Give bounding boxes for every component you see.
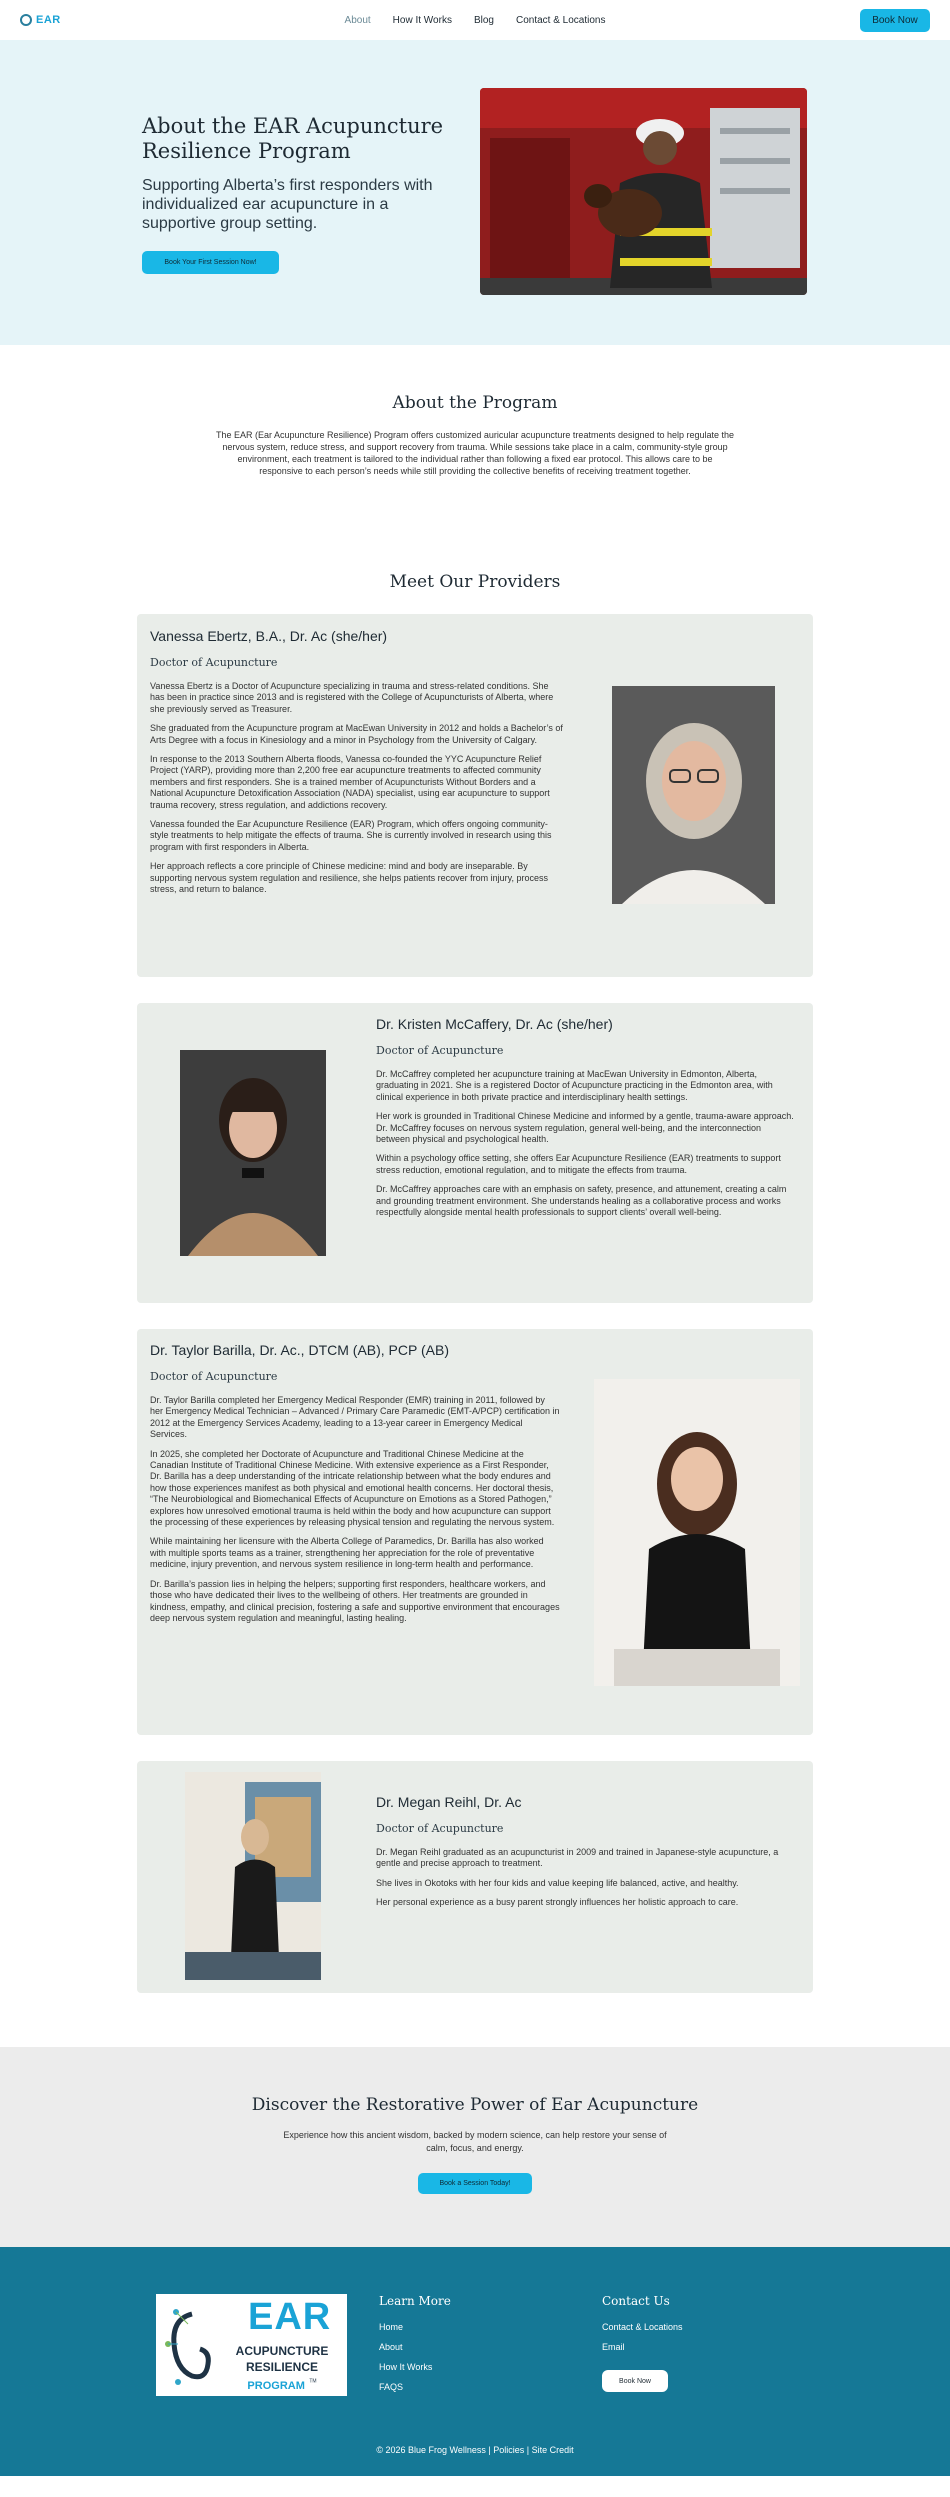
footer-link-about[interactable]: About — [379, 2342, 403, 2352]
provider-role: Doctor of Acupuncture — [150, 656, 278, 669]
bio-paragraph: Dr. McCaffrey completed her acupuncture training at MacEwan University in Edmonton, Alberta, graduating in 2021. She is a registered Doctor of Acupuncture practicing in the Edmonton area, with clinical experience in both private practice and interdisciplinary health settings. — [376, 1069, 773, 1102]
provider-photo-megan — [185, 1772, 321, 1980]
footer-link-home[interactable]: Home — [379, 2322, 404, 2332]
footer-learn-title: Learn More — [379, 2294, 451, 2308]
bio-paragraph: While maintaining her licensure with the Alberta College of Paramedics, Dr. Barilla has also worked with multiple sports teams as a trainer, strengthening her appreciation for the role of preventative medicine, injury prevention, and nervous system resilience in long-term health and performance. — [150, 1536, 544, 1570]
footer-link-email[interactable]: Email — [602, 2342, 625, 2352]
footer-logo-line3-wrap — [220, 2376, 344, 2394]
bio-paragraph: Her personal experience as a busy parent strongly influences her holistic approach to care. — [376, 1897, 739, 1908]
provider-name: Dr. Kristen McCaffery, Dr. Ac (she/her) — [376, 1016, 613, 1032]
footer-contact-title: Contact Us — [602, 2294, 670, 2308]
provider-role: Doctor of Acupuncture — [376, 1044, 504, 1057]
discover-book-session-button[interactable]: Book a Session Today! — [418, 2173, 532, 2194]
about-program-section — [0, 345, 950, 535]
providers-title: Meet Our Providers — [389, 572, 561, 592]
footer-copyright: © 2026 Blue Frog Wellness | Policies | Site Credit — [376, 2445, 574, 2455]
site-logo[interactable] — [20, 14, 90, 26]
footer-logo-line1: ACUPUNCTURE — [235, 2344, 329, 2358]
provider-photo-kristen — [180, 1050, 326, 1256]
provider-card — [137, 1003, 813, 1303]
provider-name: Dr. Taylor Barilla, Dr. Ac., DTCM (AB), PCP (AB) — [150, 1342, 449, 1358]
hero-text — [142, 114, 462, 274]
provider-role: Doctor of Acupuncture — [150, 1370, 278, 1383]
footer-logo-line3: PROGRAM — [247, 2380, 305, 2392]
provider-photo-taylor — [594, 1379, 800, 1686]
footer-link-faqs[interactable]: FAQS — [379, 2382, 404, 2392]
providers-section — [0, 572, 950, 1993]
footer-learn-more — [379, 2294, 451, 2392]
footer-link-how-it-works[interactable]: How It Works — [379, 2362, 433, 2372]
footer-logo[interactable] — [156, 2294, 347, 2396]
bio-paragraph: In response to the 2013 Southern Alberta floods, Vanessa co-founded the YYC Acupuncture Relief Project (YARP), providing more than 2,200 free ear acupuncture treatments to affected community members and first responders. She is a trained member of Acupuncturists Without Borders and a National Acupuncture Detoxification Association (NADA) specialist, using ear acupuncture to support trauma recovery, stress regulation, and addictions recovery. — [150, 754, 550, 810]
hero-section — [0, 40, 950, 345]
bio-paragraph: Dr. Taylor Barilla completed her Emergency Medical Responder (EMR) training in 2011, followed by her Emergency Medical Technician – Advanced / Primary Care Paramedic (EMT-A/PCP) certification in 2012 at the Emergency Services Academy, leading to a 13-year career in Emergency Medical Services. — [150, 1395, 560, 1440]
footer-link-contact-locations[interactable]: Contact & Locations — [602, 2322, 683, 2332]
bio-paragraph: Dr. McCaffrey approaches care with an emphasis on safety, presence, and attunement, creating a calm and grounding treatment environment. She understands healing as a collaborative process and works respectfully alongside mental health professionals to support clients’ overall well-being. — [376, 1184, 787, 1218]
header-book-now-button[interactable]: Book Now — [860, 9, 930, 32]
bio-paragraph: In 2025, she completed her Doctorate of Acupuncture and Traditional Chinese Medicine at the Canadian Institute of Traditional Chinese Medicine. With extensive experience as a First Responder, Dr. Barilla has a deep understanding of the intricate relationship between what the body endures and how those experiences manifest as both physical and emotional health concerns. Her doctoral thesis, “The Neurobiological and Biomechanical Effects of Acupuncture on Emotions as a Stored Pathogen,” explores how unresolved emotional trauma is held within the body and how acupuncture can support the processing of these experiences by releasing physical tension and regulating the nervous system. — [150, 1448, 555, 1528]
hero-title: About the EAR Acupuncture Resilience Program — [142, 114, 444, 163]
logo-word: EAR — [36, 14, 61, 26]
bio-paragraph: Vanessa Ebertz is a Doctor of Acupuncture specializing in trauma and stress-related conditions. She has been in practice since 2013 and is registered with the College of Acupuncturists of Alberta, where she previously served as Treasurer. — [150, 681, 554, 714]
hero-book-first-session-button[interactable]: Book Your First Session Now! — [142, 251, 279, 274]
hero-firefighter-dog-photo — [480, 88, 807, 295]
site-header — [0, 0, 950, 40]
bio-paragraph: She lives in Okotoks with her four kids and value keeping life balanced, active, and healthy. — [376, 1877, 739, 1888]
provider-name: Vanessa Ebertz, B.A., Dr. Ac (she/her) — [150, 628, 388, 644]
about-program-body: The EAR (Ear Acupuncture Resilience) Program offers customized auricular acupuncture treatments designed to help regulate the nervous system, reduce stress, and support recovery from trauma. While sessions take place in a calm, community-style group environment, each treatment is tailored to the individual rather than following a fixed ear protocol. This allows care to be responsive to each person’s needs while still providing the collective benefits of receiving treatment together. — [215, 430, 735, 476]
footer-book-now-button[interactable]: Book Now — [602, 2370, 668, 2392]
discover-section — [0, 2047, 950, 2247]
provider-card — [137, 1761, 813, 1993]
provider-photo-vanessa — [612, 686, 775, 904]
provider-bio — [150, 1395, 560, 1624]
provider-bio — [376, 1069, 794, 1218]
footer-logo-tm: TM — [309, 2378, 317, 2385]
site-footer — [0, 2247, 950, 2476]
bio-paragraph: Dr. Megan Reihl graduated as an acupuncturist in 2009 and trained in Japanese-style acupuncture, a gentle and precise approach to treatment. — [376, 1847, 779, 1869]
provider-card — [137, 1329, 813, 1735]
ear-logo-icon — [20, 14, 32, 26]
about-program-title: About the Program — [392, 393, 558, 413]
nav-contact-locations[interactable]: Contact & Locations — [515, 14, 606, 26]
provider-bio — [376, 1847, 794, 1909]
nav-blog[interactable]: Blog — [473, 14, 494, 26]
provider-card — [137, 614, 813, 977]
footer-logo-word: EAR — [248, 2296, 332, 2338]
bio-paragraph: Her work is grounded in Traditional Chinese Medicine and informed by a gentle, trauma-aware approach. Dr. McCaffrey focuses on nervous system regulation, general well-being, and the interconnection between physical and psychological health. — [376, 1111, 794, 1145]
bio-paragraph: She graduated from the Acupuncture program at MacEwan University in 2012 and holds a Bachelor’s of Arts Degree with a focus in Kinesiology and a minor in Psychology from the University of Calgary. — [150, 723, 563, 745]
provider-role: Doctor of Acupuncture — [376, 1822, 504, 1835]
hero-subtitle: Supporting Alberta’s first responders with individualized ear acupuncture in a supportive group setting. — [142, 177, 433, 232]
bio-paragraph: Within a psychology office setting, she offers Ear Acupuncture Resilience (EAR) treatments to support stress reduction, emotional regulation, and to mitigate the effects from trauma. — [376, 1153, 781, 1175]
footer-contact-us — [602, 2294, 683, 2392]
main-nav — [345, 15, 606, 26]
bio-paragraph: Dr. Barilla’s passion lies in helping the helpers; supporting first responders, healthcare workers, and those who have dedicated their lives to the wellbeing of others. Her treatments are grounded in kindness, empathy, and clinical precision, fostering a safe and supportive environment that encourages deep nervous system regulation and meaningful, lasting healing. — [150, 1578, 560, 1623]
discover-body: Experience how this ancient wisdom, backed by modern science, can help restore your sense of calm, focus, and energy. — [283, 2130, 667, 2153]
ear-logo-icon — [162, 2294, 222, 2396]
discover-title: Discover the Restorative Power of Ear Acupuncture — [251, 2095, 699, 2115]
bio-paragraph: Her approach reflects a core principle of Chinese medicine: mind and body are inseparable. By supporting nervous system regulation and resilience, she helps patients recover from injury, process stress, and return to balance. — [150, 861, 549, 895]
footer-logo-line2: RESILIENCE — [245, 2360, 318, 2374]
nav-how-it-works[interactable]: How It Works — [392, 14, 452, 26]
bio-paragraph: Vanessa founded the Ear Acupuncture Resilience (EAR) Program, which offers ongoing community-style treatments to help mitigate the effects of trauma. She is currently involved in research using this program with first responders in Alberta. — [150, 819, 552, 852]
provider-bio — [150, 681, 565, 896]
nav-about[interactable]: About — [344, 14, 371, 26]
provider-name: Dr. Megan Reihl, Dr. Ac — [376, 1794, 522, 1810]
